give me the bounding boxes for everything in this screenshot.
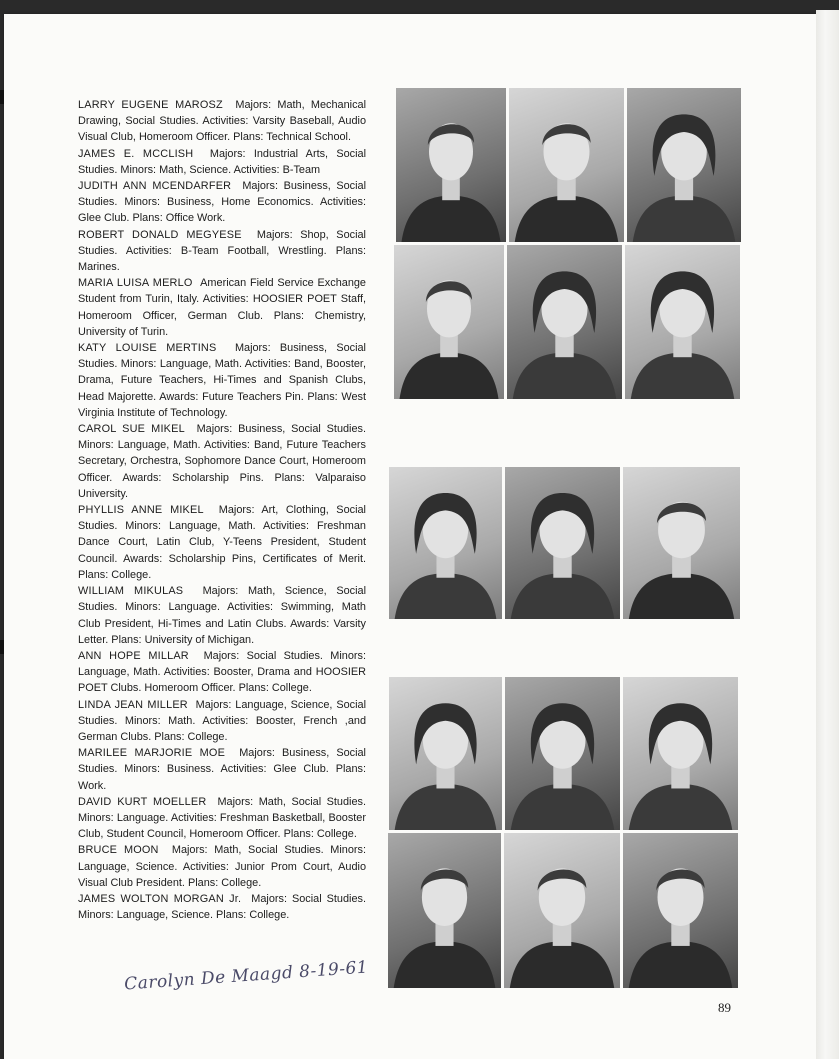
student-bio: [78, 178, 366, 227]
student-bio: [78, 275, 366, 340]
student-details: Majors: Business, Social Studies. Minors: Language, Math. Activities: Band, Future Teachers Secretary, Orchestra, Sophomore Dance Court, Homeroom Officer. Awards: Scholarship Pins. Plans: Valparaiso University.: [78, 423, 367, 500]
portrait-female-icon: [625, 245, 740, 399]
student-name: CAROL SUE MIKEL: [78, 423, 185, 436]
student-bio: [78, 745, 366, 794]
student-name: JAMES E. MCCLISH: [78, 147, 194, 160]
student-name: JAMES WOLTON MORGAN Jr.: [78, 892, 242, 905]
student-name: MARILEE MARJORIE MOE: [78, 747, 226, 760]
student-name: LARRY EUGENE MAROSZ: [78, 99, 223, 111]
student-name: KATY LOUISE MERTINS: [78, 342, 217, 355]
student-details: Majors: Social Studies. Minors: Language, Math. Activities: Booster, Drama and HOOSIER POET Clubs. Homeroom Officer. Plans: College.: [78, 649, 366, 695]
student-bio: [78, 146, 366, 178]
student-details: Majors: Language, Science, Social Studies. Minors: Math. Activities: Booster, French ,and German Clubs. Plans: College.: [78, 698, 366, 743]
student-details: Majors: Math, Mechanical Drawing, Social Studies. Activities: Varsity Baseball, Audio Visual Club, Homeroom Officer. Plans: Technical School.: [78, 99, 366, 144]
portrait-female-icon: [505, 677, 620, 830]
page-number: 89: [718, 1000, 731, 1015]
student-name: MARIA LUISA MERLO: [78, 277, 193, 290]
student-details: Majors: Social Studies. Minors: Language, Science. Plans: College.: [78, 892, 366, 922]
portrait-photo: [505, 677, 620, 830]
student-bio: [78, 794, 366, 843]
portrait-photo: [627, 88, 741, 242]
student-bio: [78, 842, 366, 891]
portrait-photo: [389, 467, 502, 619]
portrait-photo: [625, 245, 740, 399]
student-name: BRUCE MOON: [78, 844, 159, 857]
student-name: LINDA JEAN MILLER: [78, 698, 188, 711]
student-details: Majors: Math, Social Studies. Minors: Language. Activities: Freshman Basketball, Booster Club, Student Council, Homeroom Officer. Plans: College.: [78, 795, 366, 841]
portrait-male-icon: [394, 245, 504, 399]
portrait-male-icon: [623, 467, 740, 619]
student-bio: [78, 891, 366, 923]
student-details: Majors: Math, Social Studies. Minors: Language, Science. Activities: Junior Prom Court, Audio Visual Club President. Plans: College.: [78, 844, 367, 889]
portrait-photo: [394, 245, 504, 399]
portrait-male-icon: [623, 833, 738, 988]
portrait-photo: [389, 677, 502, 830]
student-details: American Field Service Exchange Student from Turin, Italy. Activities: HOOSIER POET Staff, Homeroom Officer, German Club. Plans: Chemistry, University of Turin.: [78, 277, 366, 338]
portrait-female-icon: [627, 88, 741, 242]
student-bio: [78, 583, 366, 648]
student-name: WILLIAM MIKULAS: [78, 585, 184, 598]
student-details: Majors: Industrial Arts, Social Studies. Minors: Math, Science. Activities: B-Team: [78, 147, 366, 176]
student-name: JUDITH ANN MCENDARFER: [78, 180, 232, 193]
portrait-female-icon: [507, 245, 622, 399]
portrait-photo: [505, 467, 620, 619]
portrait-female-icon: [389, 677, 502, 830]
student-bio: [78, 502, 366, 583]
student-details: Majors: Art, Clothing, Social Studies. Minors: Language, Math. Activities: Freshman Dance Court, Latin Club, Y-Teens President, Student Council. Awards: Scholarship Pins, Certificates of Merit. Plans: College.: [78, 504, 366, 581]
binder-hole-mark: [0, 640, 4, 654]
student-details: Majors: Shop, Social Studies. Activities: B-Team Football, Wrestling. Plans: Marines.: [78, 228, 366, 274]
portrait-photo: [623, 833, 738, 988]
bio-column: [78, 97, 366, 923]
student-bio: [78, 648, 366, 697]
student-details: Majors: Math, Science, Social Studies. Minors: Language. Activities: Swimming, Math Club President, Hi-Times and Latin Clubs. Awards: Varsity Letter. Plans: University of Michigan.: [78, 585, 366, 646]
student-name: ROBERT DONALD MEGYESE: [78, 228, 242, 241]
portrait-male-icon: [388, 833, 501, 988]
handwritten-signature: Carolyn De Maagd 8-19-61: [123, 957, 369, 995]
portrait-female-icon: [505, 467, 620, 619]
student-bio: [78, 97, 366, 146]
portrait-photo: [388, 833, 501, 988]
student-name: PHYLLIS ANNE MIKEL: [78, 504, 204, 517]
portrait-male-icon: [396, 88, 506, 242]
portrait-photo: [507, 245, 622, 399]
portrait-photo: [623, 677, 738, 830]
student-bio: [78, 697, 366, 746]
student-details: Majors: Business, Social Studies. Minors: Language, Math. Activities: Band, Booster, Drama, Future Teachers, Hi-Times and Spanish Clubs, Head Majorette. Awards: Future Teachers Pin. Plans: West Virginia Institute of Technology.: [78, 342, 366, 419]
portrait-male-icon: [509, 88, 624, 242]
portrait-female-icon: [623, 677, 738, 830]
student-bio: [78, 227, 366, 276]
portrait-photo: [396, 88, 506, 242]
student-bio: [78, 421, 366, 502]
portrait-photo: [504, 833, 620, 988]
student-name: DAVID KURT MOELLER: [78, 795, 207, 808]
page-edge: [816, 10, 839, 1059]
portrait-female-icon: [389, 467, 502, 619]
portrait-photo: [623, 467, 740, 619]
student-details: Majors: Business, Social Studies. Minors: Business, Home Economics. Activities: Glee Club. Plans: Office Work.: [78, 180, 366, 225]
student-name: ANN HOPE MILLAR: [78, 649, 189, 662]
portrait-male-icon: [504, 833, 620, 988]
student-details: Majors: Business, Social Studies. Minors: Business. Activities: Glee Club. Plans: Work.: [78, 747, 366, 792]
student-bio: [78, 340, 366, 421]
binder-hole-mark: [0, 90, 4, 104]
portrait-photo: [509, 88, 624, 242]
